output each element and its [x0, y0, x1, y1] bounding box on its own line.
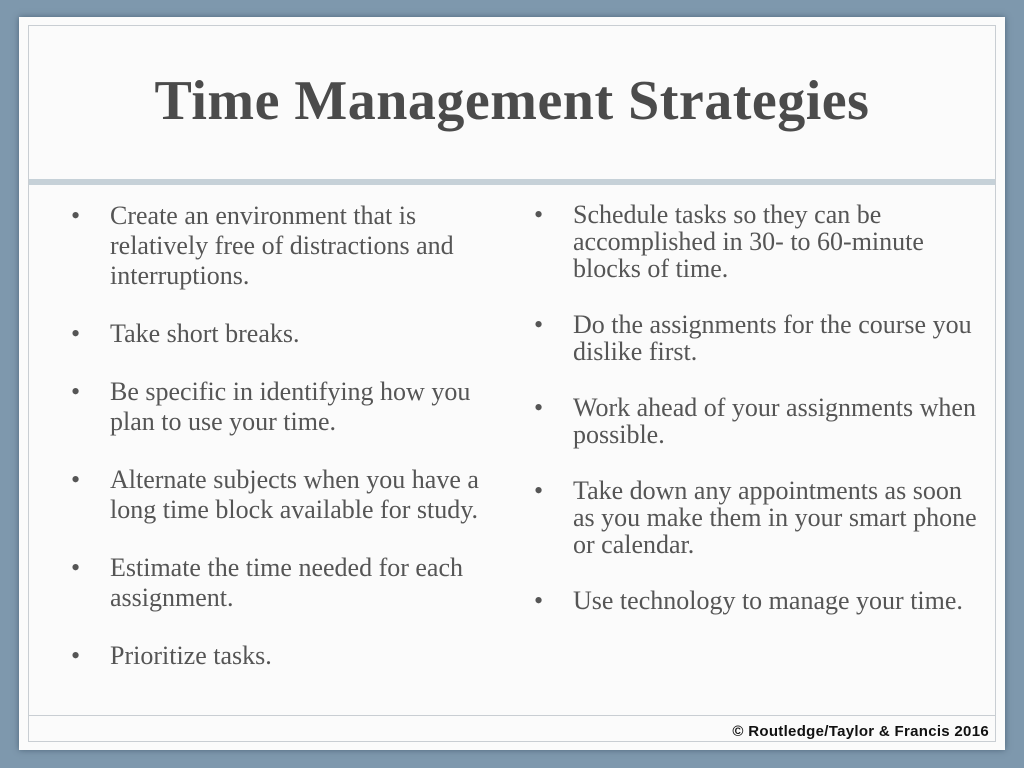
list-item-text: Use technology to manage your time.	[573, 586, 963, 615]
list-item-text: Take short breaks.	[110, 319, 300, 348]
list-item	[71, 641, 491, 671]
list-item-text: Create an environment that is relatively free of distractions and interruptions.	[110, 201, 454, 290]
list-item	[71, 377, 491, 437]
list-item-text: Estimate the time needed for each assignment.	[110, 553, 464, 612]
list-item	[71, 201, 491, 291]
slide-title: Time Management Strategies	[154, 70, 870, 132]
bullet-icon: •	[71, 465, 81, 494]
right-bullet-list	[534, 201, 979, 643]
list-item	[534, 394, 979, 448]
bullet-icon: •	[534, 476, 544, 505]
bullet-icon: •	[71, 641, 81, 670]
bullet-icon: •	[71, 377, 81, 406]
list-item-text: Work ahead of your assignments when possible.	[573, 393, 976, 449]
slide-frame	[19, 17, 1005, 750]
title-divider	[29, 179, 995, 185]
bullet-icon: •	[534, 393, 544, 422]
bullet-icon: •	[534, 586, 544, 615]
list-item	[534, 201, 979, 282]
footer-divider	[29, 715, 995, 716]
list-item-text: Prioritize tasks.	[110, 641, 272, 670]
bullet-icon: •	[534, 310, 544, 339]
list-item	[71, 319, 491, 349]
list-item	[534, 477, 979, 558]
list-item	[534, 311, 979, 365]
list-item-text: Be specific in identifying how you plan to use your time.	[110, 377, 471, 436]
list-item-text: Schedule tasks so they can be accomplished in 30- to 60-minute blocks of time.	[573, 200, 924, 283]
list-item-text: Do the assignments for the course you dislike first.	[573, 310, 972, 366]
left-bullet-list	[71, 201, 491, 699]
bullet-icon: •	[534, 200, 544, 229]
list-item	[534, 587, 979, 614]
list-item	[71, 465, 491, 525]
list-item-text: Take down any appointments as soon as you make them in your smart phone or calendar.	[573, 476, 977, 559]
copyright-footer: © Routledge/Taylor & Francis 2016	[732, 723, 989, 740]
list-item-text: Alternate subjects when you have a long time block available for study.	[110, 465, 479, 524]
list-item	[71, 553, 491, 613]
bullet-icon: •	[71, 201, 81, 230]
bullet-icon: •	[71, 319, 81, 348]
bullet-icon: •	[71, 553, 81, 582]
